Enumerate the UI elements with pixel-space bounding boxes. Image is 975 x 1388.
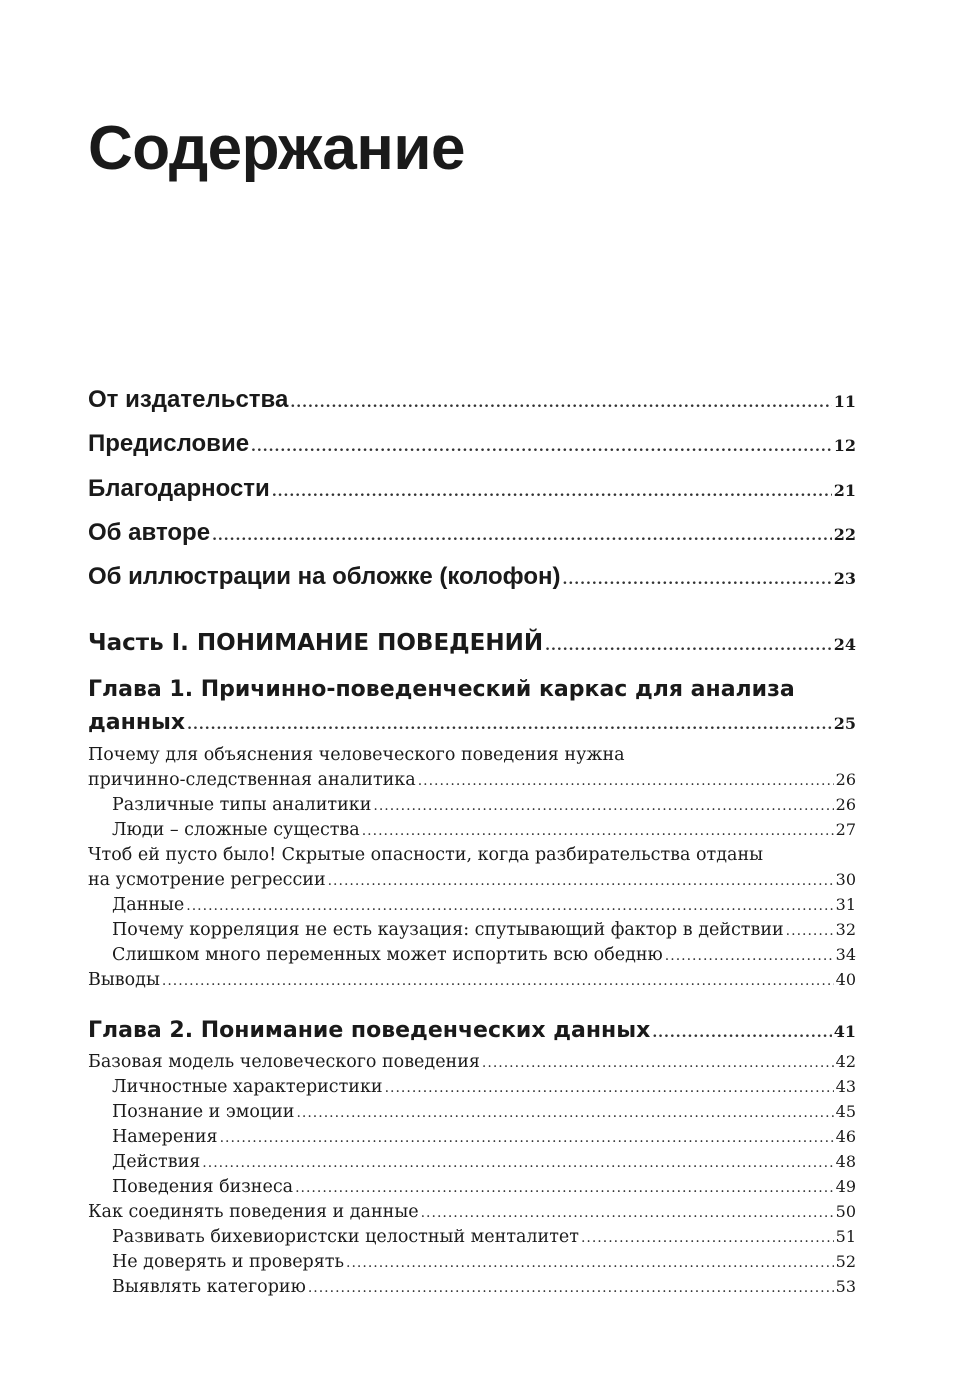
toc-section-title-line1[interactable]: Почему для объяснения человеческого поведения нужна bbox=[88, 745, 625, 765]
toc-subsection[interactable] bbox=[112, 1177, 856, 1197]
dot-leader bbox=[186, 898, 833, 914]
dot-leader bbox=[212, 528, 832, 544]
dot-leader bbox=[202, 1155, 833, 1171]
toc-subsection[interactable] bbox=[112, 1277, 856, 1297]
toc-entry-about-author[interactable] bbox=[88, 519, 856, 547]
toc-page-number: 52 bbox=[835, 1252, 856, 1271]
dot-leader bbox=[373, 798, 833, 814]
dot-leader bbox=[251, 439, 832, 455]
dot-leader bbox=[482, 1055, 834, 1071]
toc-entry-label: Выявлять категорию bbox=[112, 1277, 306, 1297]
toc-page-number: 11 bbox=[833, 392, 856, 411]
toc-entry-label: Данные bbox=[112, 895, 185, 915]
toc-page-number: 31 bbox=[835, 895, 856, 914]
toc-section[interactable] bbox=[88, 1052, 856, 1072]
toc-subsection[interactable] bbox=[112, 1077, 856, 1097]
dot-leader bbox=[162, 973, 834, 989]
toc-subsection[interactable] bbox=[112, 920, 856, 940]
toc-section[interactable] bbox=[88, 1202, 856, 1222]
toc-entry-acknowledgements[interactable] bbox=[88, 475, 856, 503]
toc-page-number: 48 bbox=[835, 1152, 856, 1171]
toc-page-number: 46 bbox=[835, 1127, 856, 1146]
dot-leader bbox=[290, 395, 831, 411]
toc-page-number: 43 bbox=[835, 1077, 856, 1096]
toc-subsection[interactable] bbox=[112, 1127, 856, 1147]
toc-subsection[interactable] bbox=[112, 945, 856, 965]
toc-entry-label: Поведения бизнеса bbox=[112, 1177, 294, 1197]
toc-page-number: 51 bbox=[835, 1227, 856, 1246]
toc-entry-label: Личностные характеристики bbox=[112, 1077, 383, 1097]
toc-section[interactable] bbox=[88, 970, 856, 990]
toc-page-number: 42 bbox=[835, 1052, 856, 1071]
toc-page-number: 26 bbox=[835, 770, 856, 789]
toc-entry-label: Благодарности bbox=[88, 475, 270, 502]
toc-page-number: 40 bbox=[835, 970, 856, 989]
dot-leader bbox=[296, 1105, 833, 1121]
toc-page-number: 34 bbox=[835, 945, 856, 964]
toc-entry-label: Развивать бихевиористски целостный менталитет bbox=[112, 1227, 579, 1247]
toc-page-number: 41 bbox=[833, 1022, 856, 1041]
toc-entry-preface[interactable] bbox=[88, 430, 856, 458]
toc-subsection[interactable] bbox=[112, 895, 856, 915]
toc-page-number: 25 bbox=[833, 714, 856, 733]
toc-entry-chapter-1[interactable] bbox=[88, 710, 856, 735]
toc-entry-label: Как соединять поведения и данные bbox=[88, 1202, 419, 1222]
dot-leader bbox=[362, 823, 834, 839]
toc-entry-label: От издательства bbox=[88, 386, 289, 413]
toc-subsection[interactable] bbox=[112, 1102, 856, 1122]
toc-page-number: 26 bbox=[835, 795, 856, 814]
toc-section[interactable] bbox=[88, 770, 856, 790]
toc-page-number: 45 bbox=[835, 1102, 856, 1121]
toc-entry-part-1[interactable] bbox=[88, 630, 856, 656]
dot-leader bbox=[328, 873, 834, 889]
toc-entry-publisher[interactable] bbox=[88, 386, 856, 414]
toc-page-number: 53 bbox=[835, 1277, 856, 1296]
dot-leader bbox=[581, 1230, 834, 1246]
dot-leader bbox=[545, 638, 832, 654]
dot-leader bbox=[786, 923, 834, 939]
toc-entry-label: Действия bbox=[112, 1152, 201, 1172]
toc-page-number: 23 bbox=[833, 569, 856, 588]
toc-page-number: 32 bbox=[835, 920, 856, 939]
toc-page-number: 30 bbox=[835, 870, 856, 889]
toc-entry-label: Не доверять и проверять bbox=[112, 1252, 345, 1272]
toc-subsection[interactable] bbox=[112, 1252, 856, 1272]
dot-leader bbox=[418, 773, 834, 789]
toc-subsection[interactable] bbox=[112, 820, 856, 840]
toc-entry-label: Об иллюстрации на обложке (колофон) bbox=[88, 563, 561, 590]
dot-leader bbox=[220, 1130, 834, 1146]
toc-entry-label: Познание и эмоции bbox=[112, 1102, 295, 1122]
dot-leader bbox=[385, 1080, 834, 1096]
toc-page-number: 24 bbox=[833, 635, 856, 654]
toc-chapter-label: Глава 2. Понимание поведенческих данных bbox=[88, 1018, 651, 1043]
toc-entry-label: причинно-следственная аналитика bbox=[88, 770, 416, 790]
dot-leader bbox=[421, 1205, 834, 1221]
toc-entry-label: Выводы bbox=[88, 970, 160, 990]
dot-leader bbox=[652, 1025, 831, 1041]
toc-entry-label: Базовая модель человеческого поведения bbox=[88, 1052, 480, 1072]
toc-subsection[interactable] bbox=[112, 1227, 856, 1247]
toc-section-title-line1[interactable]: Чтоб ей пусто было! Скрытые опасности, когда разбирательства отданы bbox=[88, 845, 764, 865]
dot-leader bbox=[272, 484, 832, 500]
toc-page-number: 22 bbox=[833, 525, 856, 544]
toc-subsection[interactable] bbox=[112, 1152, 856, 1172]
toc-part-label: Часть I. ПОНИМАНИЕ ПОВЕДЕНИЙ bbox=[88, 630, 544, 656]
toc-entry-label: Различные типы аналитики bbox=[112, 795, 372, 815]
toc-page-number: 12 bbox=[833, 436, 856, 455]
dot-leader bbox=[295, 1180, 834, 1196]
toc-entry-chapter-2[interactable] bbox=[88, 1018, 856, 1043]
toc-page-number: 21 bbox=[833, 481, 856, 500]
toc-entry-colophon[interactable] bbox=[88, 563, 856, 591]
dot-leader bbox=[346, 1255, 834, 1271]
dot-leader bbox=[187, 717, 832, 733]
toc-entry-label: Предисловие bbox=[88, 430, 250, 457]
dot-leader bbox=[665, 948, 834, 964]
toc-subsection[interactable] bbox=[112, 795, 856, 815]
dot-leader bbox=[308, 1280, 834, 1296]
toc-entry-label: Почему корреляция не есть каузация: спутывающий фактор в действии bbox=[112, 920, 784, 940]
toc-chapter-label: данных bbox=[88, 710, 186, 735]
toc-chapter-1-title-line1[interactable]: Глава 1. Причинно-поведенческий каркас для анализа bbox=[88, 677, 795, 702]
toc-entry-label: на усмотрение регрессии bbox=[88, 870, 326, 890]
page-title: Содержание bbox=[88, 114, 465, 183]
toc-page-number: 50 bbox=[835, 1202, 856, 1221]
toc-entry-label: Люди – сложные существа bbox=[112, 820, 360, 840]
toc-page-number: 27 bbox=[835, 820, 856, 839]
dot-leader bbox=[563, 572, 832, 588]
toc-entry-label: Слишком много переменных может испортить всю обедню bbox=[112, 945, 663, 965]
toc-entry-label: Об авторе bbox=[88, 519, 211, 546]
toc-entry-label: Намерения bbox=[112, 1127, 218, 1147]
toc-section[interactable] bbox=[88, 870, 856, 890]
toc-page-number: 49 bbox=[835, 1177, 856, 1196]
